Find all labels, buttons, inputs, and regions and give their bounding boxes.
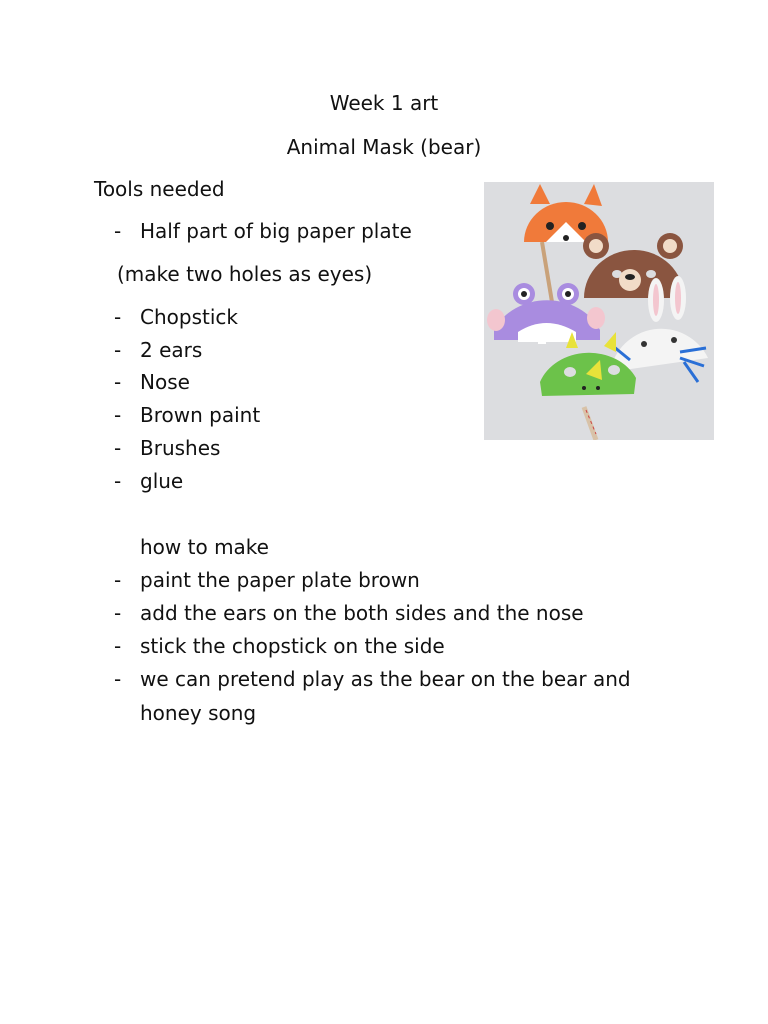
tool-item: glue bbox=[140, 469, 184, 493]
bullet-dash: - bbox=[114, 403, 122, 427]
bullet-dash: - bbox=[114, 601, 122, 625]
bullet-dash: - bbox=[114, 469, 122, 493]
masks-photo bbox=[484, 182, 714, 440]
bullet-dash: - bbox=[114, 305, 122, 329]
bullet-dash: - bbox=[114, 219, 122, 243]
tool-item: Half part of big paper plate bbox=[140, 219, 412, 243]
bullet-dash: - bbox=[114, 634, 122, 658]
tool-item: Chopstick bbox=[140, 305, 238, 329]
bullet-dash: - bbox=[114, 667, 122, 691]
masks-illustration bbox=[484, 182, 714, 440]
step-item: stick the chopstick on the side bbox=[140, 634, 445, 658]
tool-item: Brown paint bbox=[140, 403, 261, 427]
tool-item: Nose bbox=[140, 370, 190, 394]
tools-heading: Tools needed bbox=[94, 177, 225, 201]
tool-item: 2 ears bbox=[140, 338, 203, 362]
step-item: we can pretend play as the bear on the bear and bbox=[140, 667, 631, 691]
step-item: paint the paper plate brown bbox=[140, 568, 420, 592]
bullet-dash: - bbox=[114, 338, 122, 362]
tool-note: (make two holes as eyes) bbox=[117, 262, 373, 286]
bullet-dash: - bbox=[114, 568, 122, 592]
bullet-dash: - bbox=[114, 370, 122, 394]
tool-item: Brushes bbox=[140, 436, 221, 460]
step-item: add the ears on the both sides and the nose bbox=[140, 601, 584, 625]
steps-heading: how to make bbox=[140, 535, 269, 559]
bullet-dash: - bbox=[114, 436, 122, 460]
page-title: Week 1 art bbox=[329, 91, 439, 115]
step-item-continuation: honey song bbox=[140, 701, 257, 725]
page-subtitle: Animal Mask (bear) bbox=[286, 135, 482, 159]
